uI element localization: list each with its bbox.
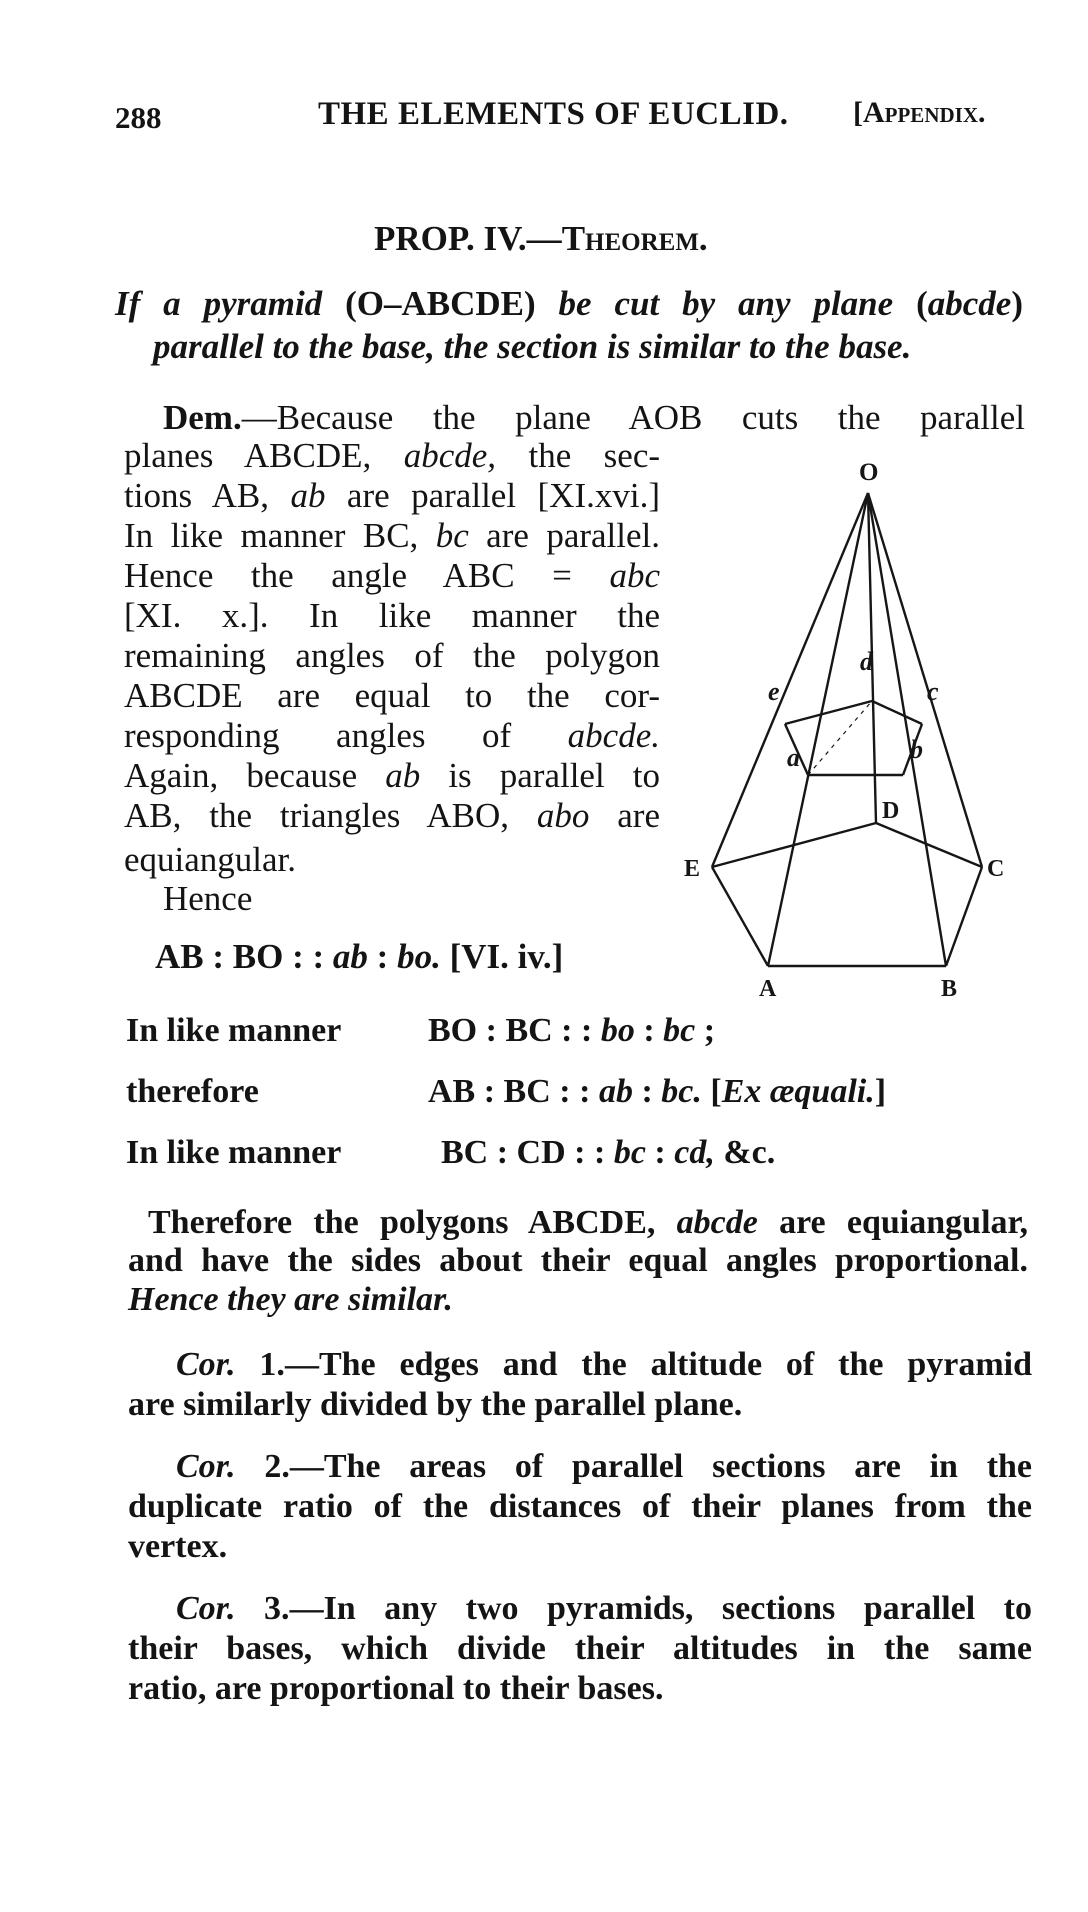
edge-EA [712, 867, 768, 966]
corollary-text: their bases, which divide their altitudes in the same [128, 1630, 1032, 1667]
enunciation-line-1 [115, 284, 1023, 324]
enunciation-line-2: parallel to the base, the section is similar to the base. [153, 327, 912, 366]
text-run: Ex æquali. [721, 1073, 875, 1110]
corollary-text: —The edges and the altitude of the pyramid [284, 1346, 1032, 1383]
dem-line [124, 756, 660, 796]
text-run: bc [435, 516, 469, 555]
text-run: [VI. iv.] [440, 937, 564, 976]
edge-BC [946, 867, 982, 966]
dem-first-line-text: —Because the plane AOB cuts the parallel [241, 398, 1025, 437]
text-run: are equiangular, [757, 1204, 1028, 1241]
corollary-line [128, 1589, 1032, 1629]
text-run: ; [695, 1012, 716, 1049]
text-run: abcde, [403, 436, 497, 475]
dem-line [124, 796, 660, 836]
corollary-label: Cor. [176, 1448, 236, 1485]
text-run: bc [663, 1012, 696, 1049]
dem-line [124, 596, 660, 636]
text-run: be cut by any plane [558, 284, 894, 323]
proportion-row-expression [428, 1012, 715, 1050]
label-C: C [987, 856, 1005, 882]
text-run: tions AB, [124, 476, 291, 515]
proportion-row-label: therefore [126, 1073, 259, 1110]
text-run: abcde [676, 1204, 758, 1241]
corollary-text: ratio, are proportional to their bases. [128, 1670, 664, 1707]
label-d: d [860, 647, 873, 676]
text-run: In like manner BC, [124, 516, 436, 555]
corollary-text: are similarly divided by the parallel plane. [128, 1386, 743, 1423]
section-tag: [Appendix. [853, 96, 986, 129]
dem-wrapped-block [124, 436, 660, 836]
label-c: c [927, 677, 939, 706]
corollary-text: vertex. [128, 1528, 228, 1565]
edge-OA [768, 493, 868, 966]
proportion-row [126, 1134, 1026, 1195]
proposition-kind: Theorem. [561, 219, 708, 258]
dem-equiangular: equiangular. [124, 840, 297, 879]
corollary-number: 1. [235, 1346, 285, 1383]
text-run: Therefore the polygons ABCDE, [148, 1204, 677, 1241]
text-run: BC : CD : : [441, 1134, 614, 1171]
dem-line [124, 436, 660, 476]
label-A: A [759, 976, 777, 1002]
dem-hence: Hence [163, 879, 253, 918]
text-run: abc [609, 556, 660, 595]
text-run: ) [1011, 284, 1023, 323]
corollary-line [128, 1669, 1032, 1709]
proportion-row-label: In like manner [126, 1012, 342, 1049]
text-run: remaining angles of the polygon [124, 636, 660, 675]
label-D: D [882, 798, 900, 824]
text-run: : [367, 937, 398, 976]
corollary-label: Cor. [176, 1590, 236, 1627]
text-run: Hence the angle ABC = [124, 556, 610, 595]
proportion-row-expression [428, 1073, 886, 1111]
pyramid-figure [660, 448, 1020, 1008]
proposition-number: PROP. IV.— [374, 219, 562, 258]
text-run: : [634, 1012, 664, 1049]
page-number: 288 [115, 100, 162, 135]
corollary [128, 1589, 1032, 1709]
conclusion-line-2: and have the sides about their equal angles proportional. [128, 1242, 1028, 1279]
dem-line [124, 516, 660, 556]
running-title: THE ELEMENTS OF EUCLID. [318, 96, 789, 132]
label-O: O [859, 459, 879, 486]
first-ratio [155, 937, 563, 977]
label-B: B [941, 976, 958, 1002]
text-run: responding angles of [124, 716, 568, 755]
text-run: &c. [714, 1134, 776, 1171]
edge-OE [712, 493, 868, 867]
text-run: are parallel [XI.xvi.] [325, 476, 660, 515]
corollary-text: duplicate ratio of the distances of their planes from the [128, 1488, 1032, 1525]
text-run: cd, [674, 1134, 715, 1171]
text-run: planes ABCDE, [124, 436, 404, 475]
text-run: [XI. x.]. In like manner the [124, 596, 660, 635]
dem-line [124, 676, 660, 716]
proposition-heading [374, 219, 708, 259]
text-run: ( [893, 284, 928, 323]
corollary-number: 3. [235, 1590, 290, 1627]
text-run: ABCDE are equal to the cor- [124, 676, 660, 715]
text-run: abcde [927, 284, 1012, 323]
corollary [128, 1345, 1032, 1425]
dem-line [124, 476, 660, 516]
corollaries [128, 1345, 1032, 1731]
text-run: are [589, 796, 660, 835]
text-run: AB : BC : : [428, 1073, 599, 1110]
dem-label: Dem. [163, 398, 242, 437]
text-run: AB : BO : : [155, 937, 333, 976]
text-run: abo [536, 796, 590, 835]
corollary-line [128, 1345, 1032, 1385]
text-run: AB, the triangles ABO, [124, 796, 537, 835]
conclusion-line-3: Hence they are similar. [128, 1281, 453, 1318]
text-run: abcde. [567, 716, 660, 755]
proportion-row [126, 1012, 1026, 1073]
corollary-label: Cor. [176, 1346, 236, 1383]
text-run: ] [874, 1073, 887, 1110]
text-run: (O–ABCDE) [322, 284, 559, 323]
text-run: Again, because [124, 756, 386, 795]
corollary-text: —In any two pyramids, sections parallel to [289, 1590, 1032, 1627]
corollary [128, 1447, 1032, 1567]
label-a: a [787, 743, 800, 772]
edge-cd [872, 701, 922, 724]
section-diagonal [808, 701, 872, 775]
text-run: BO : BC : : [428, 1012, 601, 1049]
text-run: [ [701, 1073, 722, 1110]
corollary-text: —The areas of parallel sections are in the [289, 1448, 1033, 1485]
corollary-line [128, 1487, 1032, 1527]
label-e: e [768, 677, 780, 706]
text-run: ab [332, 937, 368, 976]
text-run: bc [613, 1134, 646, 1171]
dem-line [124, 716, 660, 756]
corollary-line [128, 1527, 1032, 1567]
corollary-line [128, 1629, 1032, 1669]
text-run: the sec- [496, 436, 661, 475]
label-b: b [910, 735, 923, 764]
label-E: E [684, 856, 701, 882]
corollary-number: 2. [235, 1448, 290, 1485]
text-run: ab [598, 1073, 633, 1110]
text-run: If a pyramid [115, 284, 323, 323]
edge-OB [868, 493, 946, 966]
text-run: bo [600, 1012, 635, 1049]
dem-line [124, 556, 660, 596]
text-run: : [632, 1073, 662, 1110]
proportion-rows [126, 1012, 1026, 1195]
corollary-line [128, 1385, 1032, 1425]
proportion-row [126, 1073, 1026, 1134]
text-run: bo. [397, 937, 441, 976]
dem-line [124, 636, 660, 676]
edge-de [785, 701, 872, 724]
text-run: ab [290, 476, 326, 515]
text-run: is parallel to [420, 756, 660, 795]
proportion-row-expression [441, 1134, 775, 1172]
text-run: : [645, 1134, 675, 1171]
text-run: bc. [661, 1073, 702, 1110]
dem-first-line [163, 398, 1025, 438]
proportion-row-label: In like manner [126, 1134, 342, 1171]
text-run: ab [385, 756, 421, 795]
text-run: are parallel. [468, 516, 661, 555]
conclusion-line-1 [148, 1203, 1028, 1243]
corollary-line [128, 1447, 1032, 1487]
